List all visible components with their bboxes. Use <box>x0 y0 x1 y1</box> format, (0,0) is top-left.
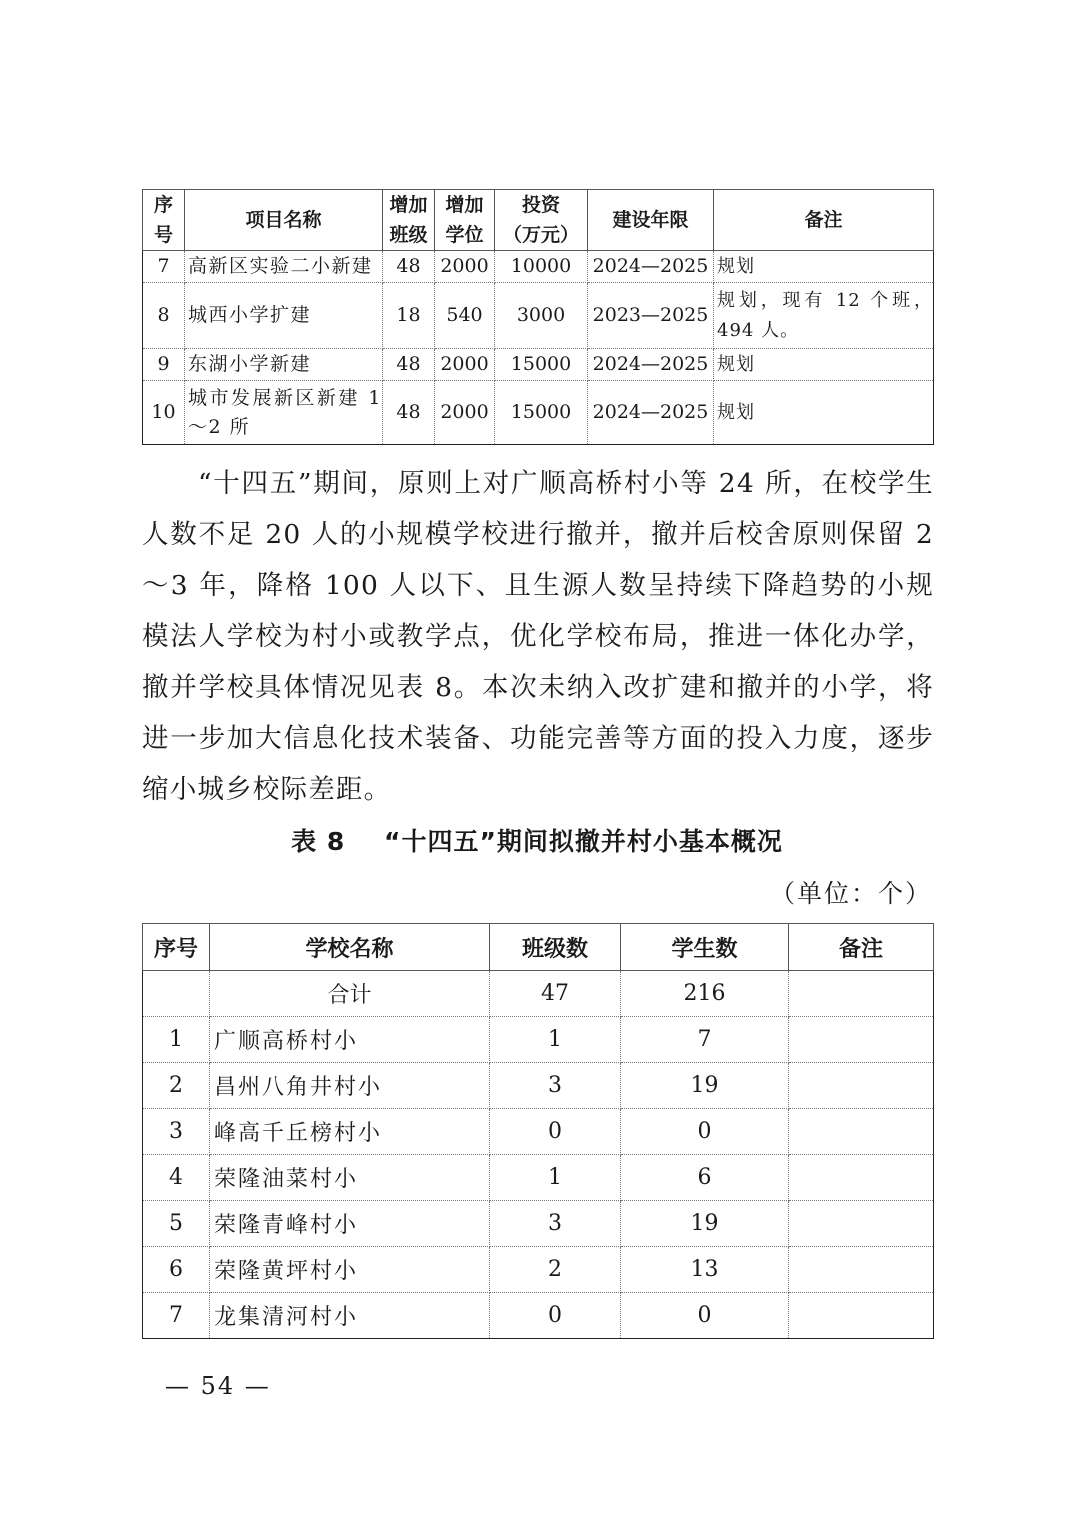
row-seats: 2000 <box>435 251 495 283</box>
row-school: 龙集清河村小 <box>210 1293 490 1339</box>
row-students: 19 <box>621 1201 789 1247</box>
total-label: 合计 <box>210 971 490 1017</box>
table-row <box>143 283 934 349</box>
row-no: 7 <box>143 251 185 283</box>
row-students: 19 <box>621 1063 789 1109</box>
col-header-years: 建设年限 <box>588 190 714 251</box>
table-row <box>143 1109 934 1155</box>
row-note <box>789 1063 934 1109</box>
row-students: 0 <box>621 1109 789 1155</box>
row-no: 5 <box>143 1201 210 1247</box>
total-students: 216 <box>621 971 789 1017</box>
row-no: 9 <box>143 349 185 381</box>
col-header-no: 序 号 <box>143 190 185 251</box>
row-students: 7 <box>621 1017 789 1063</box>
row-classes: 3 <box>490 1201 621 1247</box>
unit-label: （单位：个） <box>769 879 932 908</box>
row-classes: 1 <box>490 1155 621 1201</box>
col-header-seats: 增加 学位 <box>435 190 495 251</box>
projects-table <box>142 189 934 445</box>
row-note: 规划 <box>714 349 934 381</box>
col-header-no: 序号 <box>143 924 210 971</box>
col-header-school: 学校名称 <box>210 924 490 971</box>
row-classes: 0 <box>490 1293 621 1339</box>
row-note <box>789 1201 934 1247</box>
row-school: 荣隆黄坪村小 <box>210 1247 490 1293</box>
row-classes: 48 <box>383 381 435 445</box>
table-row <box>143 349 934 381</box>
row-students: 6 <box>621 1155 789 1201</box>
row-classes: 2 <box>490 1247 621 1293</box>
row-invest: 15000 <box>495 381 588 445</box>
total-row <box>143 971 934 1017</box>
table-row <box>143 251 934 283</box>
total-no <box>143 971 210 1017</box>
row-classes: 1 <box>490 1017 621 1063</box>
row-note: 规划，现有 12 个班，494 人。 <box>714 283 934 349</box>
table-row <box>143 1247 934 1293</box>
row-invest: 10000 <box>495 251 588 283</box>
row-name: 高新区实验二小新建 <box>185 251 383 283</box>
row-seats: 2000 <box>435 349 495 381</box>
row-school: 荣隆油菜村小 <box>210 1155 490 1201</box>
row-classes: 18 <box>383 283 435 349</box>
table-row <box>143 1017 934 1063</box>
row-students: 13 <box>621 1247 789 1293</box>
row-seats: 2000 <box>435 381 495 445</box>
row-note <box>789 1155 934 1201</box>
table-caption: 表 8 “十四五”期间拟撤并村小基本概况 <box>291 827 783 856</box>
row-no: 1 <box>143 1017 210 1063</box>
row-classes: 48 <box>383 349 435 381</box>
row-invest: 15000 <box>495 349 588 381</box>
page-number: — 54 — <box>165 1372 271 1400</box>
total-note <box>789 971 934 1017</box>
schools-table <box>142 923 934 1339</box>
row-seats: 540 <box>435 283 495 349</box>
row-no: 2 <box>143 1063 210 1109</box>
row-invest: 3000 <box>495 283 588 349</box>
row-note: 规划 <box>714 381 934 445</box>
table-row <box>143 381 934 445</box>
row-name: 城市发展新区新建 1～2 所 <box>185 381 383 445</box>
body-paragraph: “十四五”期间，原则上对广顺高桥村小等 24 所，在校学生人数不足 20 人的小规模学校进行撤并，撤并后校舍原则保留 2～3 年，降格 100 人以下、且生源人数呈持续下降趋势的小规模法人学校为村小或教学点，优化学校布局，推进一体化办学，撤并学校具体情况见表 8。本次未纳入改扩建和撤并的小学，将进一步加大信息化技术装备、功能完善等方面的投入力度，逐步缩小城乡校际差距。 <box>142 468 934 805</box>
row-classes: 0 <box>490 1109 621 1155</box>
row-name: 城西小学扩建 <box>185 283 383 349</box>
col-header-classes: 增加 班级 <box>383 190 435 251</box>
row-classes: 3 <box>490 1063 621 1109</box>
table-row <box>143 1201 934 1247</box>
row-no: 7 <box>143 1293 210 1339</box>
row-note <box>789 1017 934 1063</box>
table-row <box>143 1155 934 1201</box>
total-classes: 47 <box>490 971 621 1017</box>
table-row <box>143 1063 934 1109</box>
row-school: 荣隆青峰村小 <box>210 1201 490 1247</box>
col-header-note: 备注 <box>789 924 934 971</box>
row-note <box>789 1109 934 1155</box>
row-years: 2023—2025 <box>588 283 714 349</box>
row-classes: 48 <box>383 251 435 283</box>
row-school: 峰高千丘榜村小 <box>210 1109 490 1155</box>
row-note <box>789 1247 934 1293</box>
table-row <box>143 1293 934 1339</box>
row-no: 8 <box>143 283 185 349</box>
table-header-row <box>143 190 934 251</box>
row-no: 10 <box>143 381 185 445</box>
col-header-name: 项目名称 <box>185 190 383 251</box>
col-header-students: 学生数 <box>621 924 789 971</box>
table-header-row <box>143 924 934 971</box>
row-note: 规划 <box>714 251 934 283</box>
row-no: 4 <box>143 1155 210 1201</box>
row-years: 2024—2025 <box>588 349 714 381</box>
row-note <box>789 1293 934 1339</box>
row-years: 2024—2025 <box>588 381 714 445</box>
row-years: 2024—2025 <box>588 251 714 283</box>
row-school: 广顺高桥村小 <box>210 1017 490 1063</box>
col-header-invest: 投资 （万元） <box>495 190 588 251</box>
row-no: 6 <box>143 1247 210 1293</box>
row-no: 3 <box>143 1109 210 1155</box>
row-name: 东湖小学新建 <box>185 349 383 381</box>
col-header-classes: 班级数 <box>490 924 621 971</box>
row-school: 昌州八角井村小 <box>210 1063 490 1109</box>
col-header-note: 备注 <box>714 190 934 251</box>
row-students: 0 <box>621 1293 789 1339</box>
